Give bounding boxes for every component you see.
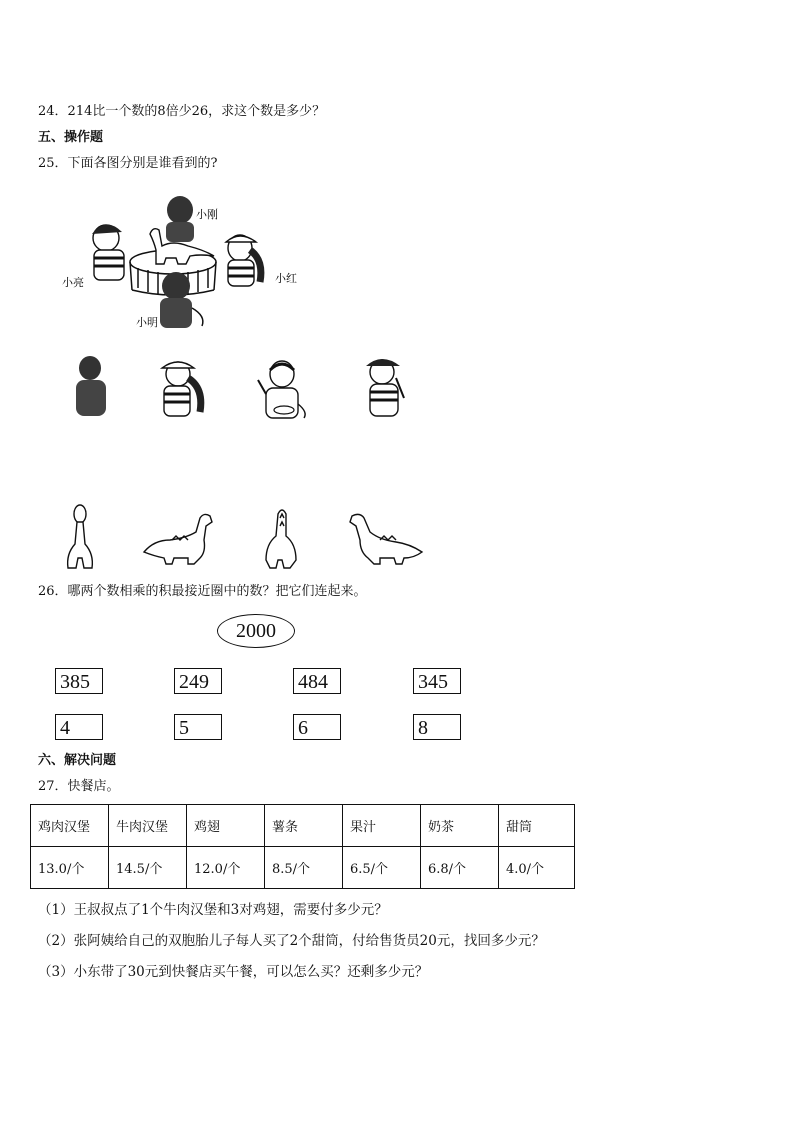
price-cell: 8.5/个 — [265, 847, 343, 889]
table-row — [31, 805, 575, 847]
menu-item-cell: 甜筒 — [499, 805, 575, 847]
view-kid-3-icon — [258, 361, 305, 418]
top-number-box: 249 — [174, 668, 222, 694]
question-27-part-1: （1）王叔叔点了1个牛肉汉堡和3对鸡翅，需要付多少元？ — [38, 902, 388, 918]
bottom-number-box: 6 — [293, 714, 341, 740]
dino-front-icon — [68, 505, 93, 568]
menu-item-cell: 牛肉汉堡 — [109, 805, 187, 847]
view-kid-2-icon — [162, 362, 201, 416]
target-number-oval: 2000 — [217, 614, 295, 648]
menu-item-cell: 果汁 — [343, 805, 421, 847]
label-xiaohong: 小红 — [275, 272, 297, 285]
question-25: 25．下面各图分别是谁看到的? — [38, 156, 218, 171]
question-27-part-3: （3）小东带了30元到快餐店买午餐，可以怎么买？还剩多少元？ — [38, 964, 429, 980]
menu-item-cell: 薯条 — [265, 805, 343, 847]
price-cell: 14.5/个 — [109, 847, 187, 889]
price-cell: 12.0/个 — [187, 847, 265, 889]
dino-back-icon — [266, 510, 296, 568]
price-cell: 6.5/个 — [343, 847, 421, 889]
menu-item-cell: 鸡肉汉堡 — [31, 805, 109, 847]
bottom-number-box: 5 — [174, 714, 222, 740]
menu-item-cell: 奶茶 — [421, 805, 499, 847]
price-cell: 6.8/个 — [421, 847, 499, 889]
top-number-box: 385 — [55, 668, 103, 694]
question-26: 26．哪两个数相乘的积最接近圈中的数？把它们连起来。 — [38, 584, 367, 599]
bottom-number-box: 4 — [55, 714, 103, 740]
question-27-part-2: （2）张阿姨给自己的双胞胎儿子每人买了2个甜筒，付给售货员20元，找回多少元？ — [38, 933, 545, 949]
scene-illustration — [58, 190, 308, 340]
question-24: 24．214比一个数的8倍少26，求这个数是多少？ — [38, 104, 326, 119]
label-xiaogang: 小刚 — [196, 208, 218, 221]
bottom-number-box: 8 — [413, 714, 461, 740]
kid-xiaogang-icon — [166, 196, 194, 242]
kid-xiaoliang-icon — [92, 224, 124, 280]
top-number-box: 484 — [293, 668, 341, 694]
dino-side-left-icon — [144, 514, 212, 564]
section-6-heading: 六、解决问题 — [38, 753, 117, 768]
section-5-heading: 五、操作题 — [38, 130, 104, 145]
dino-side-right-icon — [350, 514, 422, 564]
top-number-box: 345 — [413, 668, 461, 694]
kid-views-row — [60, 352, 440, 432]
view-kid-4-icon — [366, 359, 404, 416]
label-xiaoliang: 小亮 — [62, 276, 84, 289]
price-cell: 13.0/个 — [31, 847, 109, 889]
kid-xiaohong-icon — [226, 235, 261, 286]
dinosaur-views-row — [50, 500, 440, 575]
table-row — [31, 847, 575, 889]
view-kid-1-icon — [76, 356, 106, 416]
menu-item-cell: 鸡翅 — [187, 805, 265, 847]
question-27: 27．快餐店。 — [38, 779, 120, 794]
price-cell: 4.0/个 — [499, 847, 575, 889]
kid-xiaoming-icon — [160, 272, 203, 328]
fast-food-price-table — [30, 804, 575, 889]
label-xiaoming: 小明 — [136, 316, 158, 329]
